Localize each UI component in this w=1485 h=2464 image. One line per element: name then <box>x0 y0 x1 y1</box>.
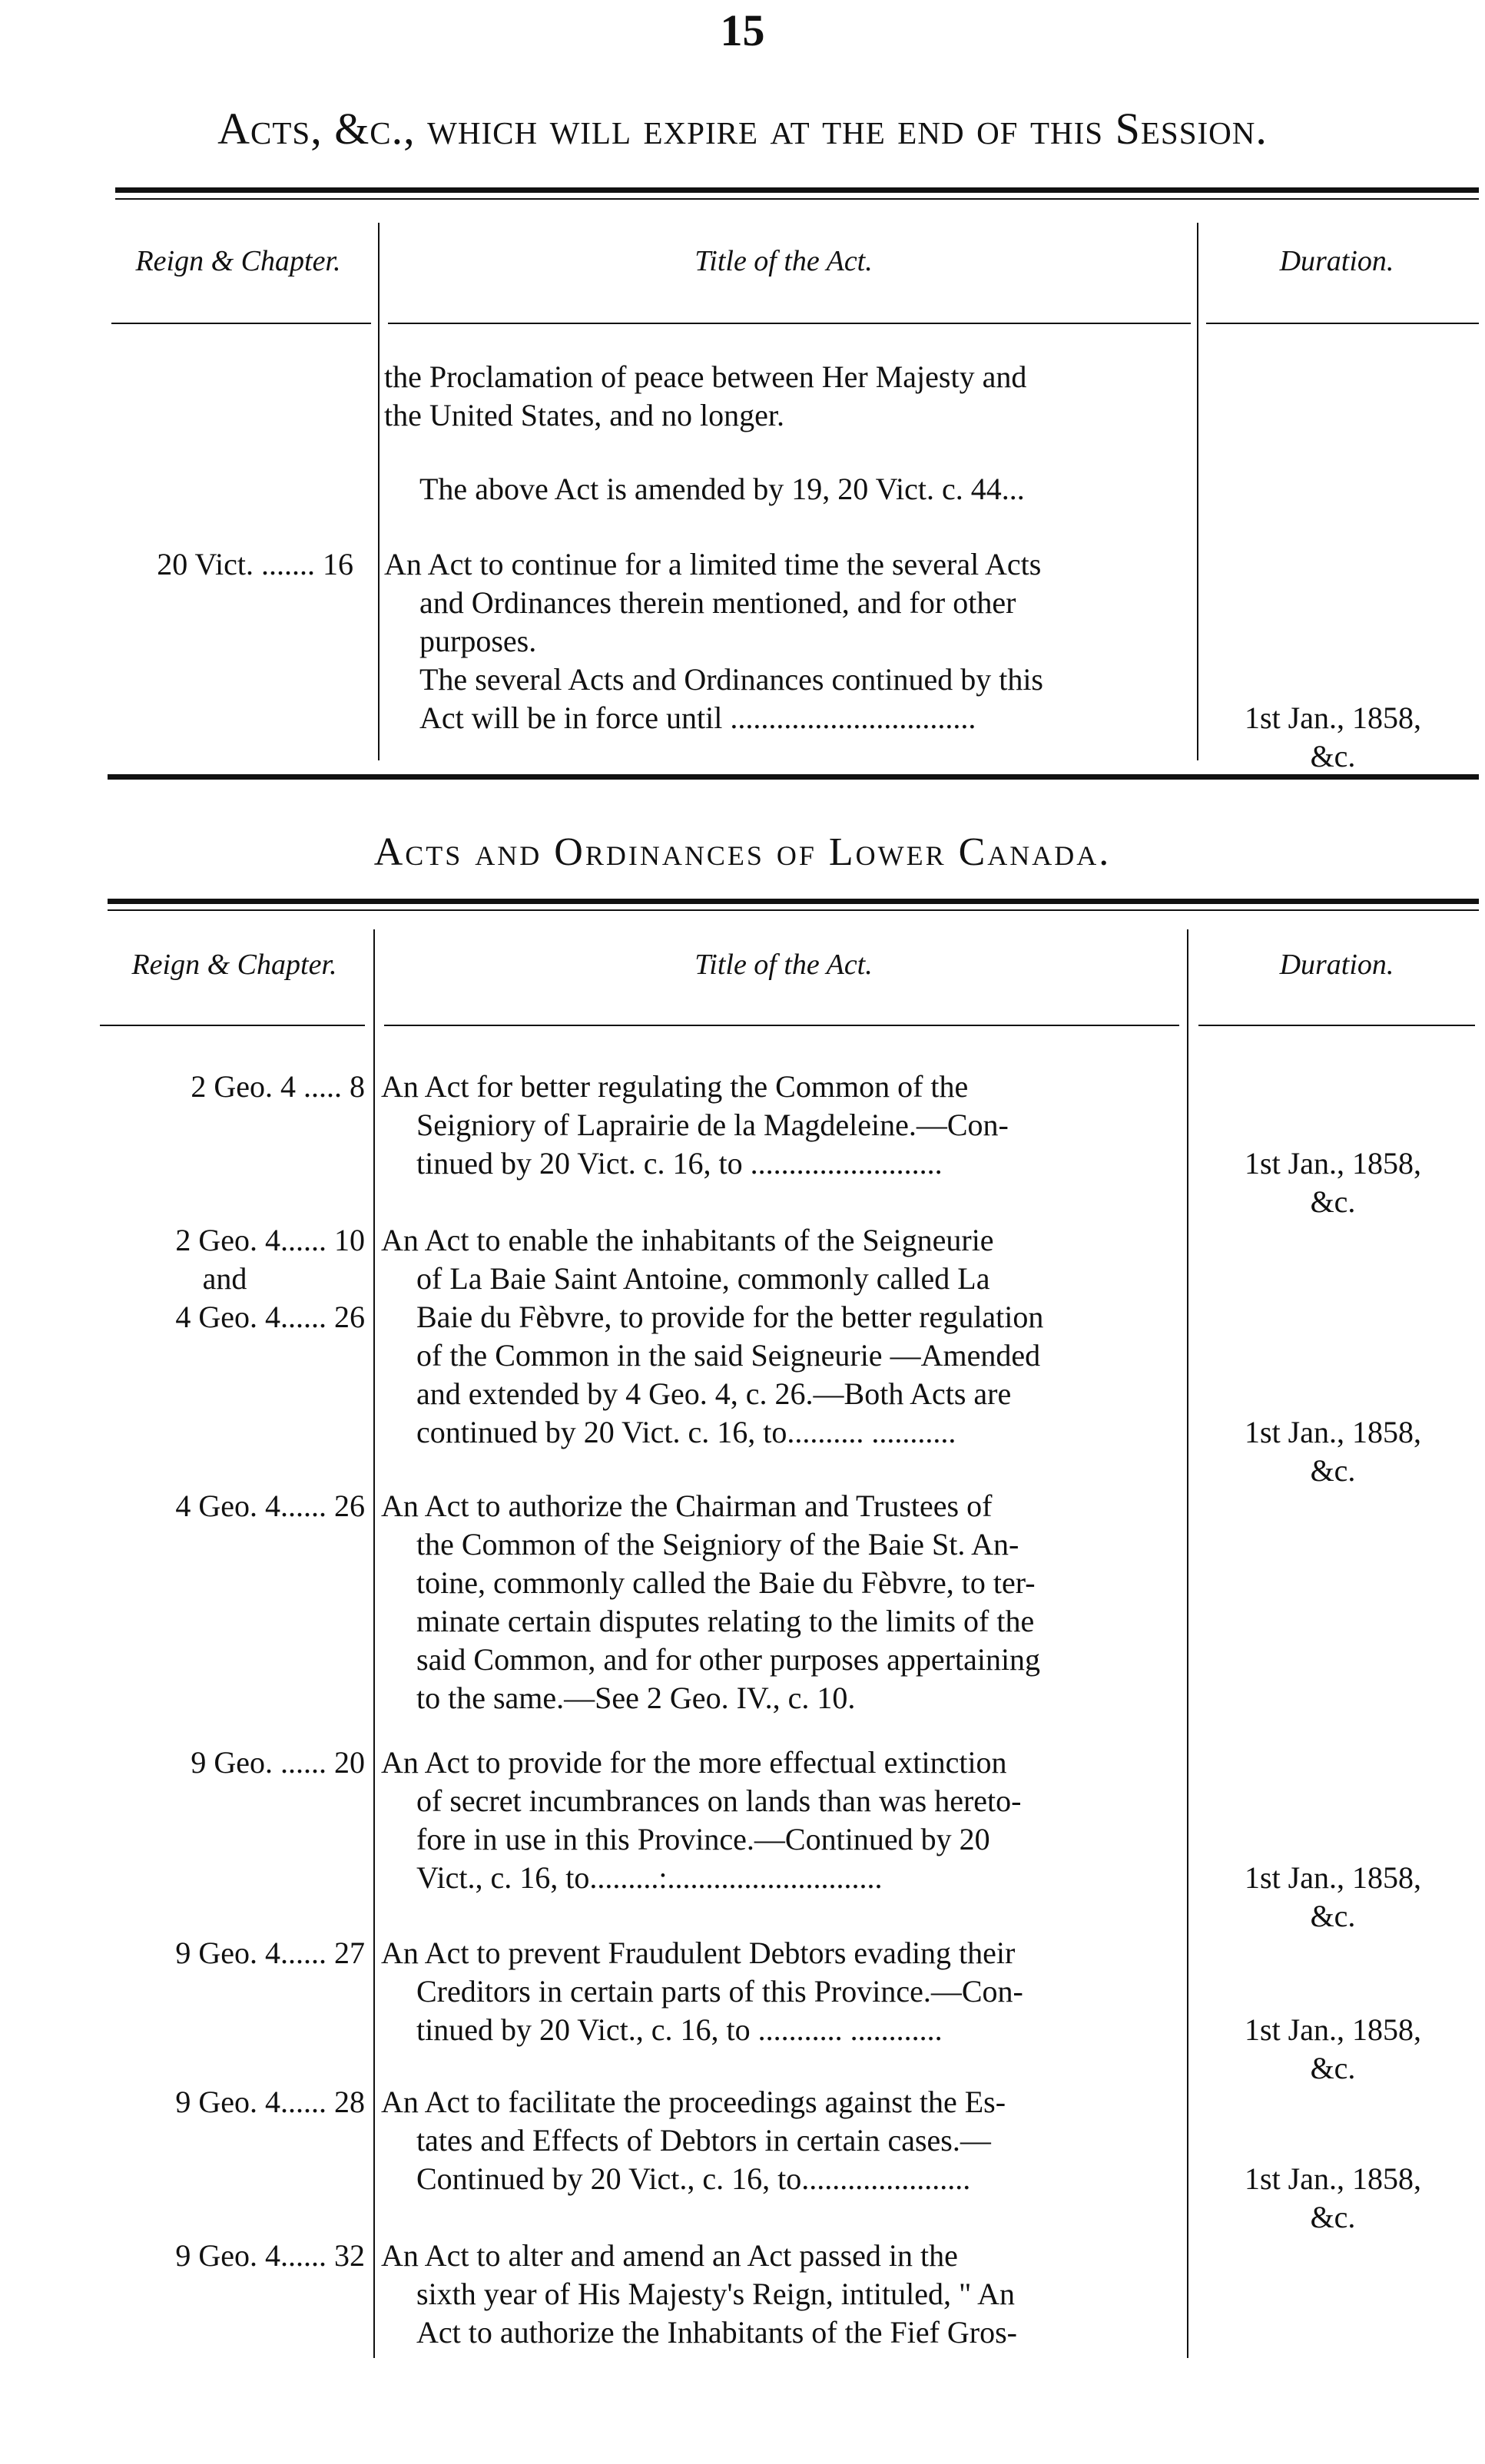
entry-duration: &c. <box>1310 2051 1356 2085</box>
entry-title-line: and Ordinances therein mentioned, and for other <box>419 585 1016 620</box>
section2-top-rule <box>108 899 1479 904</box>
entry-reign: 9 Geo. 4...... 28 <box>175 2085 365 2119</box>
section2-colhead-title: Title of the Act. <box>694 949 873 981</box>
entry-reign: 2 Geo. 4...... 10 <box>175 1223 365 1257</box>
entry-title-line: Seigniory of Laprairie de la Magdeleine.—Con- <box>416 1108 1009 1142</box>
continuation-line: the Proclamation of peace between Her Majesty and <box>384 359 1027 394</box>
entry-title-line: minate certain disputes relating to the limits of the <box>416 1604 1035 1638</box>
entry-title-line: An Act to alter and amend an Act passed in the <box>381 2238 958 2273</box>
entry-title-line: Vict., c. 16, to.........:............................ <box>416 1860 883 1895</box>
amended-note: The above Act is amended by 19, 20 Vict. c. 44... <box>419 472 1025 506</box>
entry-title-line: Continued by 20 Vict., c. 16, to...................... <box>416 2161 971 2196</box>
entry-reign: 4 Geo. 4...... 26 <box>175 1300 365 1334</box>
entry-title-line: tates and Effects of Debtors in certain cases.— <box>416 2123 991 2158</box>
section2-colhead-rule <box>384 1025 1179 1026</box>
section2-colhead-duration: Duration. <box>1279 949 1394 981</box>
entry-title-line: Baie du Fèbvre, to provide for the better regulation <box>416 1300 1044 1334</box>
entry-title-line: said Common, and for other purposes appertaining <box>416 1642 1041 1677</box>
continuation-line: the United States, and no longer. <box>384 398 785 432</box>
section1-top-rule <box>115 187 1479 193</box>
page-number: 15 <box>720 5 765 55</box>
entry-title-line: purposes. <box>419 624 537 658</box>
entry-title-line: and extended by 4 Geo. 4, c. 26.—Both Acts are <box>416 1376 1012 1411</box>
entry-title-line: the Common of the Seigniory of the Baie St. An- <box>416 1527 1019 1562</box>
section1-top-rule-thin <box>115 198 1479 200</box>
section1-divider-left <box>378 223 380 760</box>
entry-title-line: to the same.—See 2 Geo. IV., c. 10. <box>416 1681 856 1715</box>
entry-title-line: of La Baie Saint Antoine, commonly called La <box>416 1261 990 1296</box>
entry-reign: 9 Geo. ...... 20 <box>191 1745 365 1780</box>
entry-duration: &c. <box>1310 2200 1356 2234</box>
entry-title-line: of the Common in the said Seigneurie —Amended <box>416 1338 1041 1373</box>
entry-title-line: tinued by 20 Vict. c. 16, to ......................... <box>416 1146 943 1181</box>
section2-heading: Acts and Ordinances of Lower Canada. <box>373 830 1112 874</box>
section2-top-rule-thin <box>108 909 1479 911</box>
entry-reign: 2 Geo. 4 ..... 8 <box>191 1069 365 1104</box>
entry-title-line: of secret incumbrances on lands than was hereto- <box>416 1783 1022 1818</box>
section1-colhead-rule <box>1206 323 1479 324</box>
entry-title-line: An Act for better regulating the Common of the <box>381 1069 969 1104</box>
section1-colhead-rule <box>388 323 1191 324</box>
section1-bottom-rule <box>108 774 1479 780</box>
section1-colhead-duration: Duration. <box>1279 245 1394 277</box>
entry-duration: &c. <box>1310 1184 1356 1219</box>
entry-title-line: Act to authorize the Inhabitants of the Fief Gros- <box>416 2315 1017 2350</box>
entry-reign: 4 Geo. 4...... 26 <box>175 1489 365 1523</box>
section1-heading: Acts, &c., which will expire at the end of this Session. <box>217 104 1268 154</box>
entry-duration: 1st Jan., 1858, <box>1245 2161 1421 2196</box>
entry-duration: 1st Jan., 1858, <box>1245 2012 1421 2047</box>
entry-duration: 1st Jan., 1858, <box>1245 1415 1421 1449</box>
entry-duration: &c. <box>1310 1899 1356 1933</box>
entry-title-line: Creditors in certain parts of this Province.—Con- <box>416 1974 1023 2009</box>
section2-divider-left <box>373 929 375 2358</box>
section1-colhead-title: Title of the Act. <box>694 245 873 277</box>
entry-reign: 20 Vict. ....... 16 <box>157 547 353 581</box>
entry-duration: 1st Jan., 1858, <box>1245 700 1421 735</box>
entry-title-line: An Act to authorize the Chairman and Trustees of <box>381 1489 993 1523</box>
entry-title-line: An Act to prevent Fraudulent Debtors evading their <box>381 1936 1016 1970</box>
section1-colhead-reign: Reign & Chapter. <box>135 245 341 277</box>
section2-colhead-rule <box>1198 1025 1475 1026</box>
entry-title-line: Act will be in force until ................................ <box>419 700 976 735</box>
entry-duration: 1st Jan., 1858, <box>1245 1146 1421 1181</box>
entry-title-line: An Act to continue for a limited time the several Acts <box>384 547 1042 581</box>
entry-reign: 9 Geo. 4...... 27 <box>175 1936 365 1970</box>
entry-duration: &c. <box>1310 739 1356 773</box>
section2-colhead-reign: Reign & Chapter. <box>131 949 337 981</box>
entry-duration: &c. <box>1310 1453 1356 1488</box>
entry-reign: 9 Geo. 4...... 32 <box>175 2238 365 2273</box>
section2-colhead-rule <box>100 1025 365 1026</box>
entry-title-line: fore in use in this Province.—Continued by 20 <box>416 1822 990 1856</box>
entry-duration: 1st Jan., 1858, <box>1245 1860 1421 1895</box>
entry-title-line: sixth year of His Majesty's Reign, intituled, " An <box>416 2277 1016 2311</box>
entry-title-line: continued by 20 Vict. c. 16, to.......... ........... <box>416 1415 956 1449</box>
entry-title-line: tinued by 20 Vict., c. 16, to ........... ............ <box>416 2012 943 2047</box>
section1-colhead-rule <box>111 323 371 324</box>
entry-reign: and <box>202 1261 247 1296</box>
entry-title-line: An Act to enable the inhabitants of the Seigneurie <box>381 1223 994 1257</box>
entry-title-line: toine, commonly called the Baie du Fèbvre, to ter- <box>416 1565 1036 1600</box>
entry-title-line: An Act to facilitate the proceedings against the Es- <box>381 2085 1006 2119</box>
entry-title-line: The several Acts and Ordinances continued by this <box>419 662 1043 697</box>
entry-title-line: An Act to provide for the more effectual extinction <box>381 1745 1007 1780</box>
